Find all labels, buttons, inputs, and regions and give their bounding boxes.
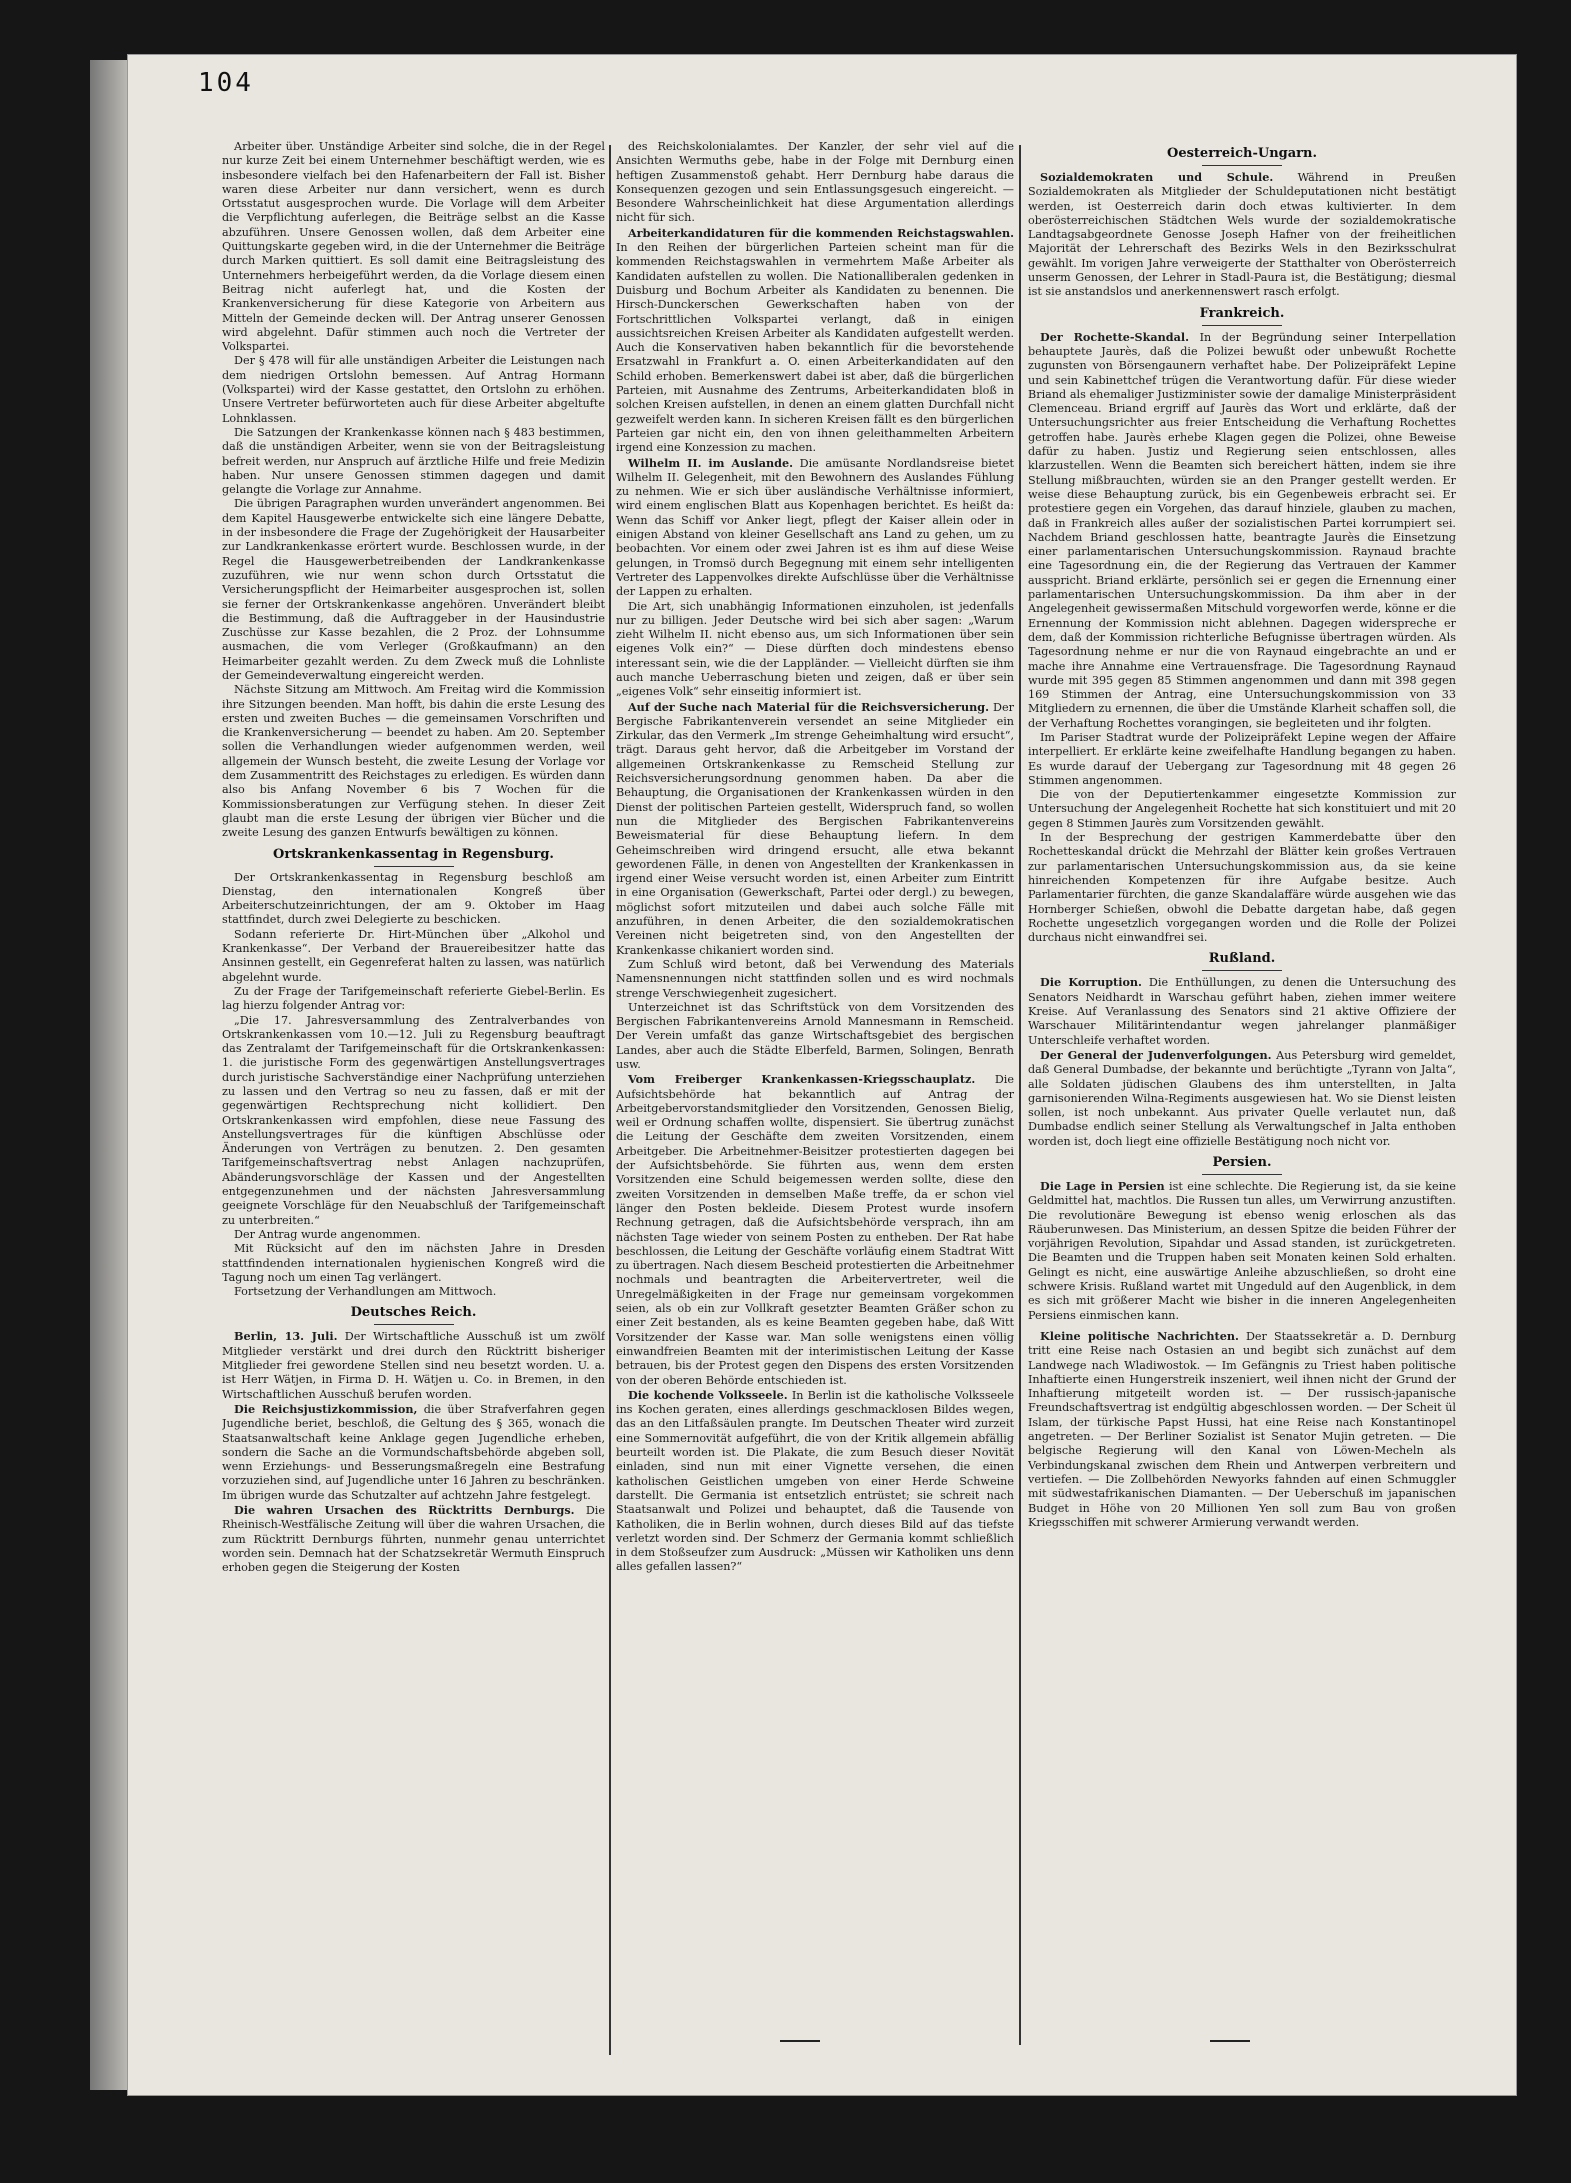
- page-number: 104: [198, 68, 254, 98]
- paragraph-lead: Die wahren Ursachen des Rücktritts Dernburgs.: [234, 1503, 575, 1518]
- paragraph: [616, 456, 1014, 600]
- paragraph-lead: Der Rochette-Skandal.: [1040, 329, 1189, 344]
- article-section: [1028, 1329, 1456, 1530]
- paragraph: [1028, 975, 1456, 1047]
- heading-rule: [374, 866, 454, 867]
- paragraph-lead: Berlin, 13. Juli.: [234, 1329, 338, 1344]
- paragraph-text: Der § 478 will für alle unständigen Arbeiter die Leistungen nach dem niedrigen Ortslohn bemessen. Auf Antrag Hormann (Volkspartei) wird der Kasse gestattet, den Ortslohn zu erhöhen. Unsere Vertreter befürworteten auch für diese Arbeiter abgeltufte Lohnklassen.: [222, 354, 605, 425]
- paragraph-text: Der Staatssekretär a. D. Dernburg tritt eine Reise nach Ostasien an und begibt sich zunächst auf dem Landwege nach Wladiwostok. — Im Gefängnis zu Triest haben politische Inhaftierte einen Hungerstreik inszeniert, weil ihnen nicht der Grund der Inhaftierung mitgeteilt worden ist. — Der russisch-japanische Freundschaftsvertrag ist endgültig abgeschlossen worden. — Der Scheit ül Islam, der türkische Papst Hussi, hat eine Reise nach Konstantinopel angetreten. — Der Berliner Sozialist ist Senator Mujin getreten. — Die belgische Regierung will den Kanal von Löwen-Mecheln als Verbindungskanal zwischen dem Rhein und Antwerpen verbreitern und vertiefen. — Die Zollbehörden Newyorks fahnden auf einen Schmuggler mit südwestafrikanischen Diamanten. — Der Ueberschuß im japanischen Budget in Höhe von 20 Millionen Yen soll zum Bau von großen Kriegsschiffen mit schwerer Armierung verwandt werden.: [1028, 1329, 1456, 1529]
- column-2: [616, 140, 1014, 2063]
- column-rule-1: [609, 145, 611, 2055]
- paragraph-text: Der Ortskrankenkassentag in Regensburg beschloß am Dienstag, den internationalen Kongreß über Arbeiterschutzeinrichtungen, der am 9. Oktober im Haag stattfindet, durch zwei Delegierte zu beschicken.: [222, 870, 605, 927]
- paragraph-lead: Die Korruption.: [1040, 975, 1142, 990]
- paragraph: [222, 1503, 605, 1575]
- paragraph: [222, 426, 605, 497]
- paragraph-text: ist eine schlechte. Die Regierung ist, da sie keine Geldmittel hat, machtlos. Die Russen tun alles, um Verwirrung anzustiften. Die revolutionäre Bewegung ist ebenso wenig erloschen als das Räuberunwesen. Das Ministerium, an dessen Spitze die beiden Führer der vorjährigen Revolution, Sipahdar und Assad standen, ist zurückgetreten. Die Beamten und die Truppen haben seit Monaten keinen Sold erhalten. Gelingt es nicht, eine auswärtige Anleihe abzuschließen, so droht eine schwere Krisis. Rußland wartet mit Ungeduld auf den Augenblick, in dem es sich mit größerer Macht wie bisher in die inneren Angelegenheiten Persiens einmischen kann.: [1028, 1180, 1456, 1322]
- article-section: [1028, 306, 1456, 946]
- paragraph-text: Zum Schluß wird betont, daß bei Verwendung des Materials Namensnennungen nicht stattfinden sollen und es wird nochmals strenge Verschwiegenheit zugesichert.: [616, 957, 1014, 1000]
- paragraph-text: Die Enthüllungen, zu denen die Untersuchung des Senators Neidhardt in Warschau geführt haben, ziehen immer weitere Kreise. Auf Veranlassung des Senators sind 21 aktive Offiziere der Warschauer Militärintendantur wegen jahrelanger planmäßiger Unterschleife verhaftet worden.: [1028, 976, 1456, 1047]
- paragraph: [222, 140, 605, 354]
- article-section: [222, 1305, 605, 1575]
- article-section: [1028, 951, 1456, 1149]
- paragraph: [222, 1228, 605, 1242]
- paragraph-text: Mit Rücksicht auf den im nächsten Jahre in Dresden stattfindenden internationalen hygienischen Kongreß wird die Tagung noch um einen Tag verlängert.: [222, 1242, 605, 1284]
- paragraph-text: Der Bergische Fabrikantenverein versendet an seine Mitglieder ein Zirkular, das den Vermerk „Im strenge Geheimhaltung wird ersucht“, trägt. Daraus geht hervor, daß die Arbeitgeber im Vorstand der allgemeinen Ortskrankenkasse zu Remscheid Stellung zur Reichsversicherungsordnung genommen haben. Da aber die Behauptung, die Organisationen der Krankenkassen würden in den Dienst der politischen Parteien gestellt, Widerspruch fand, so wollen nun die Mitglieder des Bergischen Fabrikantenvereins Beweismaterial für diese Behauptung liefern. In dem Geheimschreiben wird dringend ersucht, alle etwa bekannt gewordenen Fälle, in denen von Angestellten der Krankenkassen in irgend einer Weise versucht worden ist, einen Arbeiter zum Eintritt in eine Organisation (Gewerkschaft, Partei oder dergl.) zu bewegen, möglichst sofort mitzuteilen und dabei auch solche Fälle mit anzuführen, in denen Arbeiter, die den sozialdemokratischen Vereinen nicht beigetreten sind, von den Angestellten der Krankenkasse chikaniert worden sind.: [616, 700, 1014, 957]
- paragraph: [616, 700, 1014, 958]
- paragraph-text: die über Strafverfahren gegen Jugendliche beriet, beschloß, die Geltung des § 365, wonach die Staatsanwaltschaft keine Anklage gegen Jugendliche erheben, sondern die Sache an die Vormundschaftsbehörde abgeben soll, wenn Erziehungs- und Besserungsmaßregeln eine Bestrafung vorzuziehen sind, auf Jugendliche unter 16 Jahren zu beschränken. Im übrigen wurde das Schutzalter auf achtzehn Jahre festgelegt.: [222, 1402, 605, 1502]
- paragraph: [222, 497, 605, 683]
- paragraph: [222, 928, 605, 985]
- paragraph: [1028, 788, 1456, 831]
- paragraph: [1028, 731, 1456, 788]
- paragraph: [1028, 1048, 1456, 1149]
- heading-rule: [374, 1324, 454, 1325]
- heading-rule: [1202, 325, 1282, 326]
- heading-rule: [1202, 165, 1282, 166]
- paragraph: [616, 226, 1014, 456]
- paragraph-text: In der Begründung seiner Interpellation behauptete Jaurès, daß die Polizei bewußt oder unbewußt Rochette zugunsten von Börsengaunern verhaftet habe. Der Polizeipräfekt Lepine und sein Kabinettchef trügen die Verantwortung dafür. Für diese wieder Briand als ehemaliger Justizminister sowie der damalige Ministerpräsident Clemenceau. Briand ergriff auf Jaurès das Wort und erklärte, daß der Untersuchungsrichter aus freier Entscheidung die Verhaftung Rochettes getroffen habe. Jaurès erhebe Klagen gegen die Polizei, ohne Beweise dafür zu haben. Justiz und Regierung seien entschlossen, alles klarzustellen. Wenn die Beamten sich bereichert hätten, indem sie ihre Stellung mißbrauchten, würden sie an den Pranger gestellt werden. Er weise diese Behauptung zurück, bis ein Gegenbeweis erbracht sei. Er protestiere gegen ein Vorgehen, das darauf hinziele, glauben zu machen, daß in Frankreich alles außer der sozialistischen Partei korrumpiert sei. Nachdem Briand geschlossen hatte, beantragte Jaurès die Einsetzung einer parlamentarischen Untersuchungskommission. Raynaud brachte eine Tagesordnung ein, die der Regierung das Vertrauen der Kammer ausspricht. Briand erklärte, persönlich sei er gegen die Ernennung einer parlamentarischen Untersuchungskommission. Da ihm aber in der Angelegenheit gewissermaßen Mitschuld vorgeworfen werde, könne er die Ernennung der Kommission nicht ablehnen. Dagegen widerspreche er dem, daß der Kommission richterliche Befugnisse übertragen würden. Als Tagesordnung nehme er nur die von Raynaud eingebrachte an und er mache ihre Annahme eine Vertrauensfrage. Die Tagesordnung Raynaud wurde mit 395 gegen 85 Stimmen angenommen und dann mit 398 gegen 169 Stimmen der Antrag, eine Untersuchungskommission von 33 Mitgliedern zu ernennen, die über die Umstände Klarheit schaffen soll, die der Verhaftung Rochettes vorangingen, sie begleiteten und ihr folgten.: [1028, 330, 1456, 730]
- paragraph-text: Der Antrag wurde angenommen.: [234, 1227, 421, 1241]
- paragraph: [1028, 831, 1456, 945]
- paragraph: [222, 354, 605, 425]
- paragraph-text: Zu der Frage der Tarifgemeinschaft referierte Giebel-Berlin. Es lag hierzu folgender Antrag vor:: [222, 984, 605, 1013]
- paragraph: [222, 1242, 605, 1285]
- paragraph: [616, 600, 1014, 700]
- paragraph-text: Die Rheinisch-Westfälische Zeitung will über die wahren Ursachen, die zum Rücktritt Dernburgs führten, nunmehr genau unterrichtet worden sein. Demnach hat der Schatzsekretär Wermuth Einspruch erhoben gegen die Steigerung der Kosten: [222, 1504, 605, 1575]
- paragraph: [222, 1014, 605, 1228]
- paragraph: [222, 683, 605, 840]
- column-rule-2: [1019, 145, 1021, 2045]
- paragraph-text: Fortsetzung der Verhandlungen am Mittwoch.: [234, 1285, 497, 1299]
- heading-rule: [1202, 1174, 1282, 1175]
- paragraph: [1028, 170, 1456, 300]
- paragraph-text: Aus Petersburg wird gemeldet, daß General Dumbadse, der bekannte und berüchtigte „Tyrann von Jalta“, alle Soldaten jüdischen Glaubens des ihm unterstellten, in Jalta garnisonierenden Wilna-Regiments ausgewiesen hat. Wo sie Dienst leisten sollen, ist noch unbekannt. Aus privater Quelle verlautet nun, daß Dumbadse endlich seiner Stellung als Verwaltungschef in Jalta enthoben worden ist, doch liegt eine offizielle Bestätigung noch nicht vor.: [1028, 1048, 1456, 1148]
- paragraph-text: Der Wirtschaftliche Ausschuß ist um zwölf Mitglieder verstärkt und drei durch den Rücktritt bisheriger Mitglieder frei gewordene Stellen sind neu besetzt worden. U. a. ist Herr Wätjen, in Firma D. H. Wätjen u. Co. in Bremen, in den Wirtschaftlichen Ausschuß berufen worden.: [222, 1330, 605, 1401]
- paragraph-lead: Vom Freiberger Krankenkassen-Kriegsschauplatz.: [628, 1072, 976, 1087]
- end-rule: [1210, 2040, 1250, 2042]
- paragraph-lead: Sozialdemokraten und Schule.: [1040, 170, 1274, 184]
- paragraph: [222, 985, 605, 1014]
- paragraph: [222, 1285, 605, 1299]
- paragraph: [222, 871, 605, 928]
- section-heading: Rußland.: [1208, 951, 1276, 967]
- paragraph: [222, 1329, 605, 1401]
- paragraph-text: Die amüsante Nordlandsreise bietet Wilhelm II. Gelegenheit, mit den Bewohnern des Auslandes Fühlung zu nehmen. Wie er sich über ausländische Verhältnisse informiert, wird einem englischen Blatt aus Kopenhagen berichtet. Es heißt da: Wenn das Schiff vor Anker liegt, pflegt der Kaiser allein oder in einigen Abstand von kleiner Gesellschaft ans Land zu gehen, um zu beobachten. Vor einem oder zwei Jahren ist es ihm auf diese Weise gelungen, in Tromsö durch Begegnung mit einem sehr intelligenten Vertreter des Lappenvolkes direkte Aufschlüsse über die Verhältnisse der Lappen zu erhalten.: [616, 456, 1014, 599]
- paragraph-text: In der Besprechung der gestrigen Kammerdebatte über den Rochetteskandal drückt die Mehrzahl der Blätter kein großes Vertrauen zur parlamentarischen Untersuchungskommission aus, da sie keine hinreichenden Kompetenzen für ihre Aufgabe besitze. Auch Parlamentarier fürchten, die ganze Skandalaffäre würde ausgehen wie das Hornberger Schießen, obwohl die Debatte dargetan habe, daß gegen Rochette ungesetzlich vorgegangen worden und die Rolle der Polizei durchaus nicht einwandfrei sei.: [1028, 831, 1456, 945]
- paragraph-text: Die Aufsichtsbehörde hat bekanntlich auf Antrag der Arbeitgebervorstandsmitglieder den Vorsitzenden, Genossen Bielig, weil er Ordnung schaffen wollte, dispensiert. Sie übertrug zunächst die Leitung der Geschäfte dem zweiten Vorsitzenden, einem Arbeitgeber. Die Arbeitnehmer-Beisitzer protestierten dagegen bei der Aufsichtsbehörde. Sie führten aus, wenn dem ersten Vorsitzenden eine Schuld beigemessen werden sollte, diese den zweiten Vorsitzenden in demselben Maße treffe, da er schon viel länger den Posten bekleide. Diesem Protest wurde insofern Rechnung getragen, daß die Aufsichtsbehörde versprach, ihn am nächsten Tage wieder von seinem Posten zu entheben. Der Rat habe beschlossen, die Leitung der Geschäfte vorläufig einem Stadtrat Witt zu übertragen. Nach diesem Bescheid protestierten die Arbeitnehmer nochmals und beantragten die Arbeitervertreter, weil die Unregelmäßigkeiten in der Frage nur gemeinsam vorgekommen seien, als ob ein zur Vollkraft gesetzter Beamten Gräßer schon zu einer Zeit bestanden, als es keine Beamten gegeben habe, daß Witt Vorsitzender der Kasse war. Man solle wenigstens einen völlig einwandfreien Beamten mit der interimistischen Leitung der Kasse betrauen, bis der Protest gegen den Dispens des ersten Vorsitzenden von der oberen Behörde entschieden ist.: [616, 1073, 1014, 1387]
- paragraph: [616, 1001, 1014, 1072]
- section-heading: Persien.: [1212, 1155, 1272, 1170]
- paragraph-text: Während in Preußen Sozialdemokraten als Mitglieder der Schuldeputationen nicht bestätigt werden, ist Oesterreich darin doch etwas kultivierter. In dem oberösterreichischen Städtchen Wels wurde der sozialdemokratische Landtagsabgeordnete Genosse Joseph Hafner von der freiheitlichen Majorität der Lehrerschaft des Bezirks Wels in den Bezirksschulrat gewählt. Im vorigen Jahre verweigerte der Statthalter von Oberösterreich unserm Genossen, der Lehrer in Stadl-Paura ist, die Bestätigung; diesmal ist sie anstandslos und anerkennenswert rasch erfolgt.: [1028, 171, 1456, 299]
- paragraph-lead: Die Reichsjustizkommission,: [234, 1401, 418, 1416]
- paragraph: [616, 1072, 1014, 1388]
- end-rule: [780, 2040, 820, 2042]
- paragraph-lead: Kleine politische Nachrichten.: [1040, 1328, 1239, 1343]
- paragraph-text: In Berlin ist die katholische Volksseele ins Kochen geraten, eines allerdings geschmacklosen Bildes wegen, das an den Litfaßsäulen prangte. Im Deutschen Theater wird zurzeit eine Sommernovität aufgeführt, die von der Kritik allgemein abfällig beurteilt worden ist. Die Plakate, die zum Besuch dieser Novität einladen, sind nun mit einer Vignette versehen, die einen katholischen Geistlichen umgeben von einer Herde Schweine darstellt. Die Germania ist entsetzlich entrüstet; sie schreit nach Staatsanwalt und Polizei und behauptet, daß die Tausende von Katholiken, die in Berlin wohnen, durch dieses Bild auf das tiefste verletzt worden sind. Der Schmerz der Germania kommt schließlich in dem Stoßseufzer zum Ausdruck: „Müssen wir Katholiken uns denn alles gefallen lassen?“: [616, 1388, 1014, 1574]
- article-section: [222, 140, 605, 841]
- section-heading: Ortskrankenkassentag in Regensburg.: [273, 846, 554, 862]
- section-heading: Frankreich.: [1199, 305, 1285, 321]
- section-heading: Deutsches Reich.: [350, 1305, 477, 1321]
- article-section: [616, 140, 1014, 1575]
- paragraph-text: Die übrigen Paragraphen wurden unverändert angenommen. Bei dem Kapitel Hausgewerbe entwickelte sich eine längere Debatte, in der insbesondere die Frage der Zugehörigkeit der Hausarbeiter zur Landkrankenkasse erörtert wurde. Beschlossen wurde, in der Regel die Hausgewerbetreibenden der Landkrankenkasse zuzuführen, wie nur wenn schon durch Ortsstatut die Versicherungspflicht der Heimarbeiter ausgesprochen ist, sollen sie ferner der Ortskrankenkasse angehören. Unverändert bleibt die Bestimmung, daß die Auftraggeber in der Hausindustrie Zuschüsse zur Kasse bezahlen, die 2 Proz. der Lohnsumme ausmachen, die vom Verleger (Großkaufmann) an den Heimarbeiter gezahlt werden. Zu dem Zweck muß die Lohnliste der Gemeindeverwaltung eingereicht werden.: [222, 497, 605, 682]
- paragraph: [616, 1388, 1014, 1575]
- paragraph-text: Die Satzungen der Krankenkasse können nach § 483 bestimmen, daß die unständigen Arbeiter, wenn sie von der Beitragsleistung befreit werden, nur Anspruch auf ärztliche Hilfe und freie Medizin haben. Nur unsere Genossen stimmen dagegen und damit gelangte die Vorlage zur Annahme.: [222, 425, 605, 497]
- column-1: [222, 140, 605, 2063]
- paragraph-text: Die von der Deputiertenkammer eingesetzte Kommission zur Untersuchung der Angelegenheit Rochette hat sich konstituiert und mit 20 gegen 8 Stimmen Jaurès zum Vorsitzenden gewählt.: [1028, 788, 1456, 830]
- column-3: [1028, 140, 1456, 2063]
- paragraph-lead: Auf der Suche nach Material für die Reichsversicherung.: [628, 699, 990, 714]
- paragraph-text: des Reichskolonialamtes. Der Kanzler, der sehr viel auf die Ansichten Wermuths gebe, habe in der Folge mit Dernburg einen heftigen Zusammenstoß gehabt. Herr Dernburg habe daraus die Konsequenzen gezogen und sein Entlassungsgesuch eingereicht. — Besondere Wahrscheinlichkeit hat diese Argumentation allerdings nicht für sich.: [616, 140, 1014, 225]
- paragraph: [1028, 1329, 1456, 1530]
- article-section: [222, 847, 605, 1300]
- paragraph-lead: Die Lage in Persien: [1040, 1179, 1165, 1193]
- section-heading: Oesterreich-Ungarn.: [1167, 146, 1317, 161]
- paragraph: [1028, 1179, 1456, 1323]
- paragraph-text: Arbeiter über. Unständige Arbeiter sind solche, die in der Regel nur kurze Zeit bei einem Unternehmer beschäftigt werden, wie es insbesondere vielfach bei den Hafenarbeitern der Fall ist. Bisher waren diese Arbeiter nur dann versichert, wenn es durch Ortsstatut ausgesprochen wurde. Die Vorlage will dem Arbeiter die Verpflichtung auferlegen, die Beiträge selbst an die Kasse abzuführen. Unsere Genossen wollen, daß dem Arbeiter eine Quittungskarte gegeben wird, in die der Unternehmer die Beiträge durch Marken quittiert. Es soll damit eine Beitragsleistung des Unternehmers herbeigeführt werden, da die Vorlage diesem einen Beitrag nicht auferlegt hat, und die Kosten der Krankenversicherung für diese Kategorie von Arbeitern aus Mitteln der Gemeinde decken will. Der Antrag unserer Genossen wird abgelehnt. Dafür stimmen auch noch die Vertreter der Volkspartei.: [222, 140, 605, 354]
- paragraph-text: Sodann referierte Dr. Hirt-München über „Alkohol und Krankenkasse“. Der Verband der Brauereibesitzer hatte das Ansinnen gestellt, ein Gegenreferat halten zu lassen, was natürlich abgelehnt wurde.: [222, 927, 605, 984]
- paragraph-lead: Die kochende Volksseele.: [628, 1387, 788, 1402]
- paragraph: [222, 1402, 605, 1503]
- paragraph: [616, 958, 1014, 1001]
- paragraph-text: In den Reihen der bürgerlichen Parteien scheint man für die kommenden Reichstagswahlen in vermehrtem Maße Arbeiter als Kandidaten aufstellen zu wollen. Die Nationalliberalen gedenken in Duisburg und Bochum Arbeiter als Kandidaten zu benennen. Die Hirsch-Dunckerschen Gewerkschaften haben von der Fortschrittlichen Volkspartei verlangt, daß in einigen aussichtsreichen Kreisen Arbeiter als Kandidaten aufgestellt werden. Auch die Konservativen haben bekanntlich für die bevorstehende Ersatzwahl in Frankfurt a. O. einen Arbeiterkandidaten auf den Schild erhoben. Bemerkenswert dabei ist aber, daß die bürgerlichen Parteien, mit Ausnahme des Zentrums, Arbeiterkandidaten bloß in solchen Kreisen aufstellen, in denen an einem glatten Durchfall nicht gezweifelt werden kann. In sicheren Kreisen fällt es den bürgerlichen Parteien gar nicht ein, den von ihnen geleithammelten Arbeitern irgend eine Konzession zu machen.: [616, 241, 1014, 455]
- paragraph: [1028, 330, 1456, 731]
- paragraph-lead: Wilhelm II. im Auslande.: [628, 455, 794, 470]
- heading-rule: [1202, 970, 1282, 971]
- paragraph-text: Nächste Sitzung am Mittwoch. Am Freitag wird die Kommission ihre Sitzungen beenden. Man hofft, bis dahin die erste Lesung des ersten und zweiten Buches — die gemeinsamen Vorschriften und die Krankenversicherung — beendet zu haben. Am 20. September sollen die Verhandlungen wieder aufgenommen werden, weil allgemein der Wunsch besteht, die zweite Lesung der Vorlage vor dem Zusammentritt des Reichstages zu erledigen. Es würden dann also bis Anfang November 6 bis 7 Wochen für die Kommissionsberatungen zur Verfügung stehen. In dieser Zeit glaubt man die erste Lesung der übrigen vier Bücher und die zweite Lesung des ganzen Entwurfs bewältigen zu können.: [222, 683, 605, 840]
- paragraph-lead: Der General der Judenverfolgungen.: [1040, 1047, 1272, 1062]
- paragraph-text: Unterzeichnet ist das Schriftstück von dem Vorsitzenden des Bergischen Fabrikantenvereins Arnold Mannesmann in Remscheid. Der Verein umfaßt das ganze Wirtschaftsgebiet des bergischen Landes, aber auch die Städte Elberfeld, Barmen, Solingen, Benrath usw.: [616, 1000, 1014, 1071]
- paragraph-lead: Arbeiterkandidaturen für die kommenden Reichstagswahlen.: [628, 225, 1014, 240]
- paragraph-text: „Die 17. Jahresversammlung des Zentralverbandes von Ortskrankenkassen vom 10.—12. Juli zu Regensburg beauftragt das Zentralamt der Tarifgemeinschaft für die Ortskrankenkassen: 1. die juristische Form des gegenwärtigen Anstellungsvertrages durch juristische Sachverständige einer Nachprüfung unterziehen zu lassen und den Vertrag so neu zu fassen, daß er mit der gegenwärtigen Rechtsprechung nicht kollidiert. Den Ortskrankenkassen wird empfohlen, diese neue Fassung des Anstellungsvertrages für die künftigen Abschlüsse oder Änderungen von Verträgen zu benutzen. 2. Den gesamten Tarifgemeinschaftsvertrag nebst Anlagen nachzuprüfen, Abänderungsvorschläge der Kassen und der Angestellten entgegenzunehmen und der nächsten Jahresversammlung geeignete Vorschläge für den Neuabschluß der Tarifgemeinschaft zu unterbreiten.“: [222, 1013, 605, 1227]
- paragraph-text: Im Pariser Stadtrat wurde der Polizeipräfekt Lepine wegen der Affaire interpelliert. Er erklärte keine zweifelhafte Handlung begangen zu haben. Es wurde darauf der Uebergang zur Tagesordnung mit 48 gegen 26 Stimmen angenommen.: [1028, 730, 1456, 787]
- article-section: [1028, 146, 1456, 300]
- paragraph: [616, 140, 1014, 226]
- paragraph-text: Die Art, sich unabhängig Informationen einzuholen, ist jedenfalls nur zu billigen. Jeder Deutsche wird bei sich aber sagen: „Warum zieht Wilhelm II. nicht ebenso aus, um sich Informationen über sein eigenes Volk ein?“ — Diese dürften doch mindestens ebenso interessant sein, wie die der Lappländer. — Vielleicht dürften sie ihm auch manche Ueberraschung bieten und zeigen, daß er über sein „eigenes Volk“ sehr einseitig informiert ist.: [616, 599, 1014, 699]
- article-section: [1028, 1155, 1456, 1323]
